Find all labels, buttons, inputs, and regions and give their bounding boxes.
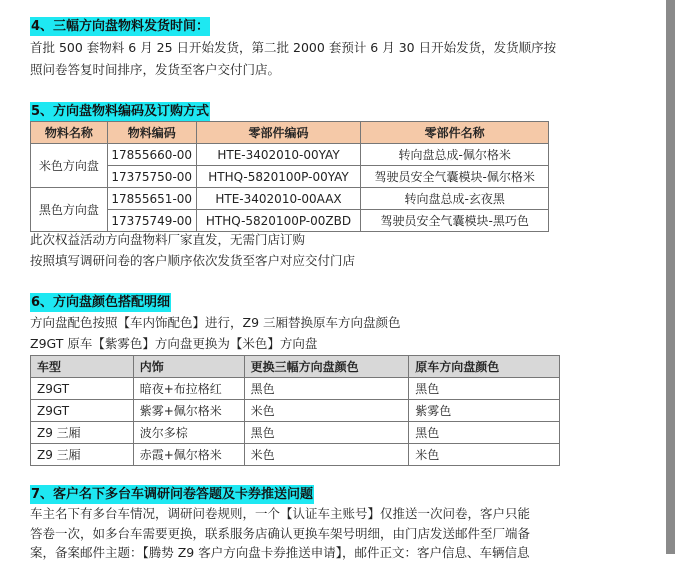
header-model: 车型 — [31, 356, 134, 378]
part-code-cell: HTHQ-5820100P-00ZBD — [196, 210, 361, 232]
section-4-line-2: 照问卷答复时间排序，发货至客户交付门店。 — [30, 62, 281, 77]
section-7-line-3: 案，备案邮件主题：【腾势 Z9 客户方向盘卡券推送申请】，邮件正文：客户信息、车辆信息 — [30, 545, 530, 560]
model-cell: Z9GT — [31, 378, 134, 400]
new-color-cell: 米色 — [244, 444, 409, 466]
part-code-cell: HTHQ-5820100P-00YAY — [196, 166, 361, 188]
new-color-cell: 黑色 — [244, 422, 409, 444]
part-name-cell: 转向盘总成-佩尔格米 — [361, 144, 549, 166]
table-header-row — [31, 356, 560, 378]
new-color-cell: 米色 — [244, 400, 409, 422]
header-material-code: 物料编码 — [107, 122, 196, 144]
section-4-line-1: 首批 500 套物料 6 月 25 日开始发货，第二批 2000 套预计 6 月 30 日开始发货，发货顺序按 — [30, 40, 557, 55]
interior-cell: 暗夜+布拉格红 — [133, 378, 244, 400]
original-color-cell: 黑色 — [409, 378, 560, 400]
header-new-color: 更换三幅方向盘颜色 — [244, 356, 409, 378]
section-6-title: 6、方向盘颜色搭配明细 — [31, 295, 171, 310]
material-code-table — [30, 121, 549, 232]
color-matching-table — [30, 355, 560, 466]
section-6-line-1: 方向盘配色按照【车内饰配色】进行，Z9 三厢替换原车方向盘颜色 — [30, 315, 401, 330]
material-code-cell: 17855651-00 — [107, 188, 196, 210]
part-name-cell: 转向盘总成-玄夜黑 — [361, 188, 549, 210]
material-code-cell: 17855660-00 — [107, 144, 196, 166]
section-7-line-2: 答卷一次，如多台车需要更换，联系服务店确认更换车架号明细，由门店发送邮件至厂端备 — [30, 526, 531, 541]
section-5-note-2: 按照填写调研问卷的客户顺序依次发货至客户对应交付门店 — [30, 253, 356, 268]
group-name-cell: 米色方向盘 — [31, 144, 108, 188]
section-7-title: 7、客户名下多台车调研问卷答题及卡券推送问题 — [31, 487, 314, 502]
table-row — [31, 422, 560, 444]
header-original-color: 原车方向盘颜色 — [409, 356, 560, 378]
interior-cell: 紫雾+佩尔格米 — [133, 400, 244, 422]
model-cell: Z9 三厢 — [31, 444, 134, 466]
table-row — [31, 210, 549, 232]
header-part-name: 零部件名称 — [361, 122, 549, 144]
part-name-cell: 驾驶员安全气囊模块-黑巧色 — [361, 210, 549, 232]
original-color-cell: 紫雾色 — [409, 400, 560, 422]
table-row — [31, 144, 549, 166]
header-part-code: 零部件编码 — [196, 122, 361, 144]
original-color-cell: 米色 — [409, 444, 560, 466]
material-code-cell: 17375750-00 — [107, 166, 196, 188]
group-name-cell: 黑色方向盘 — [31, 188, 108, 232]
table-row — [31, 166, 549, 188]
original-color-cell: 黑色 — [409, 422, 560, 444]
interior-cell: 波尔多棕 — [133, 422, 244, 444]
header-interior: 内饰 — [133, 356, 244, 378]
part-code-cell: HTE-3402010-00AAX — [196, 188, 361, 210]
material-code-cell: 17375749-00 — [107, 210, 196, 232]
scrollbar[interactable] — [666, 0, 675, 554]
header-material-name: 物料名称 — [31, 122, 108, 144]
section-6-line-2: Z9GT 原车【紫雾色】方向盘更换为【米色】方向盘 — [30, 336, 318, 351]
section-7-line-1: 车主名下有多台车情况，调研问卷规则，一个【认证车主账号】仅推送一次问卷，客户只能 — [30, 506, 531, 521]
table-row — [31, 378, 560, 400]
new-color-cell: 黑色 — [244, 378, 409, 400]
table-row — [31, 400, 560, 422]
section-5-note-1: 此次权益活动方向盘物料厂家直发，无需门店订购 — [30, 232, 306, 247]
part-name-cell: 驾驶员安全气囊模块-佩尔格米 — [361, 166, 549, 188]
interior-cell: 赤霞+佩尔格米 — [133, 444, 244, 466]
section-5-title: 5、方向盘物料编码及订购方式 — [31, 104, 210, 119]
section-4-title: 4、三幅方向盘物料发货时间： — [31, 19, 210, 34]
table-row — [31, 444, 560, 466]
model-cell: Z9 三厢 — [31, 422, 134, 444]
model-cell: Z9GT — [31, 400, 134, 422]
table-row — [31, 188, 549, 210]
table-header-row — [31, 122, 549, 144]
part-code-cell: HTE-3402010-00YAY — [196, 144, 361, 166]
